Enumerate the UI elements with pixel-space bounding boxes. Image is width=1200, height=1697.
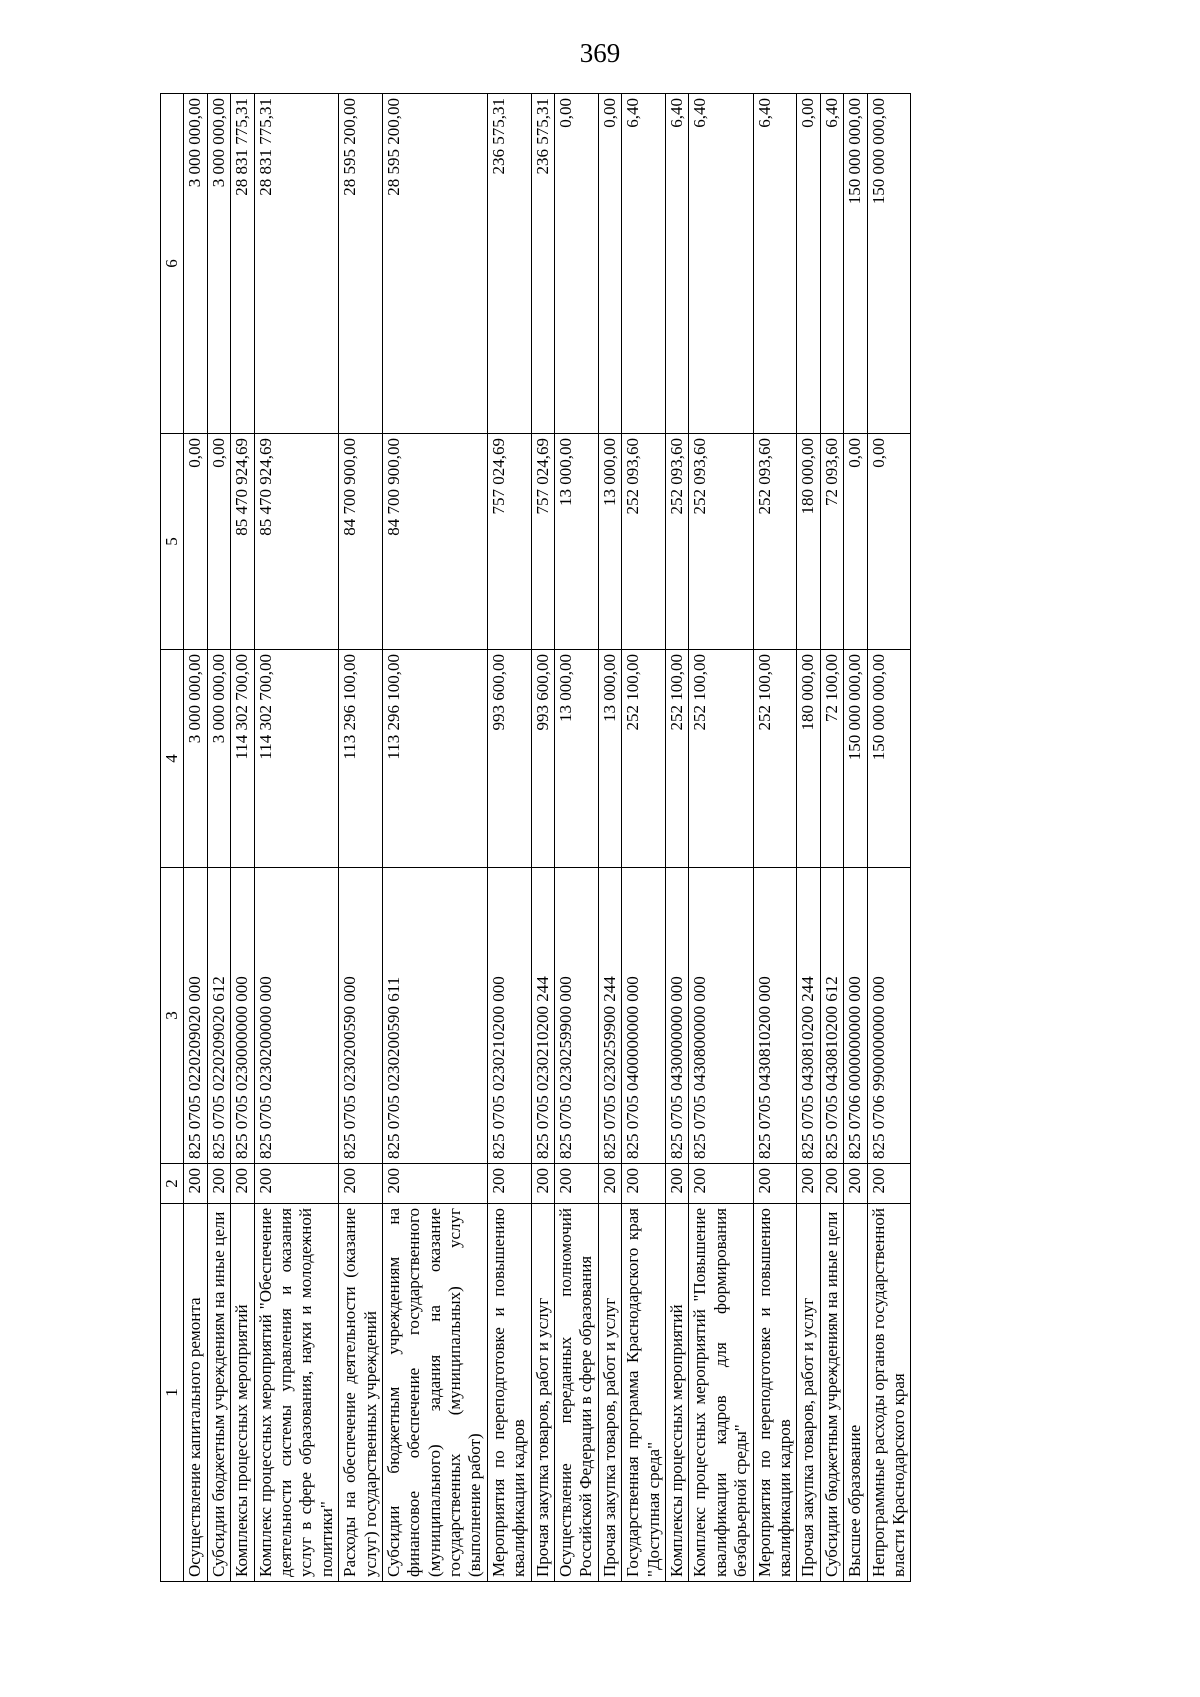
- cell-code: 825 0705 0230200590 000: [339, 868, 383, 1164]
- cell-v5: 84 700 900,00: [382, 434, 487, 650]
- cell-code: 825 0706 0000000000 000: [844, 868, 867, 1164]
- table-row: [820, 94, 843, 1582]
- cell-name: Субсидии бюджетным учреждениям на финансовое обеспечение государственного (муниципального) задания на оказание государственных (муниципальных) услуг (выполнение работ): [382, 1204, 487, 1582]
- header-row: [161, 94, 184, 1582]
- column-header: 2: [161, 1164, 184, 1204]
- cell-col2: 200: [622, 1164, 666, 1204]
- cell-code: 825 0706 9900000000 000: [867, 868, 911, 1164]
- cell-v4: 252 100,00: [622, 650, 666, 868]
- cell-code: 825 0705 0230210200 000: [487, 868, 531, 1164]
- table-row: [598, 94, 621, 1582]
- cell-col2: 200: [487, 1164, 531, 1204]
- cell-v4: 252 100,00: [665, 650, 688, 868]
- cell-v5: 252 093,60: [665, 434, 688, 650]
- cell-v6: 236 575,31: [531, 94, 554, 434]
- cell-v6: 6,40: [665, 94, 688, 434]
- cell-v4: 252 100,00: [689, 650, 753, 868]
- cell-v4: 180 000,00: [797, 650, 820, 868]
- cell-v4: 13 000,00: [555, 650, 599, 868]
- table-row: [207, 94, 230, 1582]
- cell-code: 825 0705 0430810200 612: [820, 868, 843, 1164]
- cell-v6: 150 000 000,00: [844, 94, 867, 434]
- cell-v5: 252 093,60: [753, 434, 797, 650]
- cell-name: Комплекс процессных мероприятий "Повышение квалификации кадров для формирования безбарьерной среды": [689, 1204, 753, 1582]
- cell-v6: 6,40: [753, 94, 797, 434]
- cell-code: 825 0705 0230000000 000: [231, 868, 254, 1164]
- cell-v6: 6,40: [689, 94, 753, 434]
- cell-v5: 757 024,69: [531, 434, 554, 650]
- cell-v4: 3 000 000,00: [207, 650, 230, 868]
- table-row: [844, 94, 867, 1582]
- cell-code: 825 0705 0220209020 612: [207, 868, 230, 1164]
- cell-code: 825 0705 0400000000 000: [622, 868, 666, 1164]
- rotated-table-container: [160, 94, 1115, 1582]
- cell-name: Расходы на обеспечение деятельности (оказание услуг) государственных учреждений: [339, 1204, 383, 1582]
- cell-v4: 114 302 700,00: [231, 650, 254, 868]
- cell-v6: 28 831 775,31: [231, 94, 254, 434]
- cell-v4: 993 600,00: [487, 650, 531, 868]
- cell-col2: 200: [689, 1164, 753, 1204]
- cell-v4: 72 100,00: [820, 650, 843, 868]
- table-row: [867, 94, 911, 1582]
- cell-v4: 150 000 000,00: [844, 650, 867, 868]
- cell-code: 825 0705 0220209020 000: [184, 868, 207, 1164]
- cell-col2: 200: [231, 1164, 254, 1204]
- cell-v6: 0,00: [598, 94, 621, 434]
- cell-name: Мероприятия по переподготовке и повышению квалификации кадров: [753, 1204, 797, 1582]
- cell-col2: 200: [867, 1164, 911, 1204]
- cell-v4: 113 296 100,00: [382, 650, 487, 868]
- cell-col2: 200: [555, 1164, 599, 1204]
- column-header: 5: [161, 434, 184, 650]
- cell-name: Осуществление переданных полномочий Российской Федерации в сфере образования: [555, 1204, 599, 1582]
- cell-code: 825 0705 0430800000 000: [689, 868, 753, 1164]
- cell-col2: 200: [598, 1164, 621, 1204]
- cell-v4: 113 296 100,00: [339, 650, 383, 868]
- cell-v5: 0,00: [184, 434, 207, 650]
- cell-col2: 200: [207, 1164, 230, 1204]
- table-row: [555, 94, 599, 1582]
- table-row: [254, 94, 339, 1582]
- cell-name: Субсидии бюджетным учреждениям на иные цели: [820, 1204, 843, 1582]
- cell-v5: 252 093,60: [689, 434, 753, 650]
- table-row: [797, 94, 820, 1582]
- cell-code: 825 0705 0430810200 000: [753, 868, 797, 1164]
- cell-name: Субсидии бюджетным учреждениям на иные цели: [207, 1204, 230, 1582]
- cell-v5: 13 000,00: [598, 434, 621, 650]
- cell-v4: 252 100,00: [753, 650, 797, 868]
- cell-name: Комплексы процессных мероприятий: [665, 1204, 688, 1582]
- cell-v6: 28 595 200,00: [382, 94, 487, 434]
- table-row: [487, 94, 531, 1582]
- cell-v6: 3 000 000,00: [207, 94, 230, 434]
- column-header: 1: [161, 1204, 184, 1582]
- cell-v5: 85 470 924,69: [254, 434, 339, 650]
- cell-v5: 180 000,00: [797, 434, 820, 650]
- cell-name: Комплекс процессных мероприятий "Обеспечение деятельности системы управления и оказания услуг в сфере образования, науки и молодежной политики": [254, 1204, 339, 1582]
- cell-v4: 114 302 700,00: [254, 650, 339, 868]
- cell-col2: 200: [665, 1164, 688, 1204]
- cell-v6: 3 000 000,00: [184, 94, 207, 434]
- cell-name: Прочая закупка товаров, работ и услуг: [598, 1204, 621, 1582]
- table-row: [531, 94, 554, 1582]
- budget-table: [160, 93, 911, 1582]
- table-row: [184, 94, 207, 1582]
- cell-v5: 757 024,69: [487, 434, 531, 650]
- cell-v4: 13 000,00: [598, 650, 621, 868]
- cell-code: 825 0705 0230259900 244: [598, 868, 621, 1164]
- cell-code: 825 0705 0430000000 000: [665, 868, 688, 1164]
- column-header: 6: [161, 94, 184, 434]
- cell-v6: 6,40: [820, 94, 843, 434]
- cell-name: Государственная программа Краснодарского края "Доступная среда": [622, 1204, 666, 1582]
- cell-v4: 993 600,00: [531, 650, 554, 868]
- table-row: [382, 94, 487, 1582]
- cell-v5: 85 470 924,69: [231, 434, 254, 650]
- cell-code: 825 0705 0430810200 244: [797, 868, 820, 1164]
- cell-v5: 0,00: [867, 434, 911, 650]
- cell-v5: 0,00: [207, 434, 230, 650]
- cell-col2: 200: [382, 1164, 487, 1204]
- page-number: 369: [579, 38, 621, 68]
- table-row: [753, 94, 797, 1582]
- cell-v6: 28 595 200,00: [339, 94, 383, 434]
- cell-col2: 200: [753, 1164, 797, 1204]
- table-row: [665, 94, 688, 1582]
- cell-name: Мероприятия по переподготовке и повышению квалификации кадров: [487, 1204, 531, 1582]
- cell-name: Осуществление капитального ремонта: [184, 1204, 207, 1582]
- cell-col2: 200: [254, 1164, 339, 1204]
- cell-name: Непрограммные расходы органов государственной власти Краснодарского края: [867, 1204, 911, 1582]
- table-row: [622, 94, 666, 1582]
- cell-col2: 200: [184, 1164, 207, 1204]
- cell-col2: 200: [797, 1164, 820, 1204]
- cell-name: Прочая закупка товаров, работ и услуг: [531, 1204, 554, 1582]
- cell-v6: 0,00: [797, 94, 820, 434]
- cell-col2: 200: [339, 1164, 383, 1204]
- cell-v5: 72 093,60: [820, 434, 843, 650]
- cell-code: 825 0705 0230200590 611: [382, 868, 487, 1164]
- cell-name: Комплексы процессных мероприятий: [231, 1204, 254, 1582]
- cell-v4: 3 000 000,00: [184, 650, 207, 868]
- cell-v5: 0,00: [844, 434, 867, 650]
- cell-col2: 200: [820, 1164, 843, 1204]
- column-header: 3: [161, 868, 184, 1164]
- cell-name: Высшее образование: [844, 1204, 867, 1582]
- column-header: 4: [161, 650, 184, 868]
- cell-v5: 252 093,60: [622, 434, 666, 650]
- cell-v6: 28 831 775,31: [254, 94, 339, 434]
- cell-v5: 84 700 900,00: [339, 434, 383, 650]
- cell-code: 825 0705 0230259900 000: [555, 868, 599, 1164]
- cell-col2: 200: [844, 1164, 867, 1204]
- cell-v4: 150 000 000,00: [867, 650, 911, 868]
- cell-code: 825 0705 0230210200 244: [531, 868, 554, 1164]
- table-row: [231, 94, 254, 1582]
- cell-v6: 6,40: [622, 94, 666, 434]
- cell-name: Прочая закупка товаров, работ и услуг: [797, 1204, 820, 1582]
- cell-v6: 236 575,31: [487, 94, 531, 434]
- table-row: [339, 94, 383, 1582]
- cell-v6: 0,00: [555, 94, 599, 434]
- cell-code: 825 0705 0230200000 000: [254, 868, 339, 1164]
- cell-v5: 13 000,00: [555, 434, 599, 650]
- cell-v6: 150 000 000,00: [867, 94, 911, 434]
- cell-col2: 200: [531, 1164, 554, 1204]
- table-row: [689, 94, 753, 1582]
